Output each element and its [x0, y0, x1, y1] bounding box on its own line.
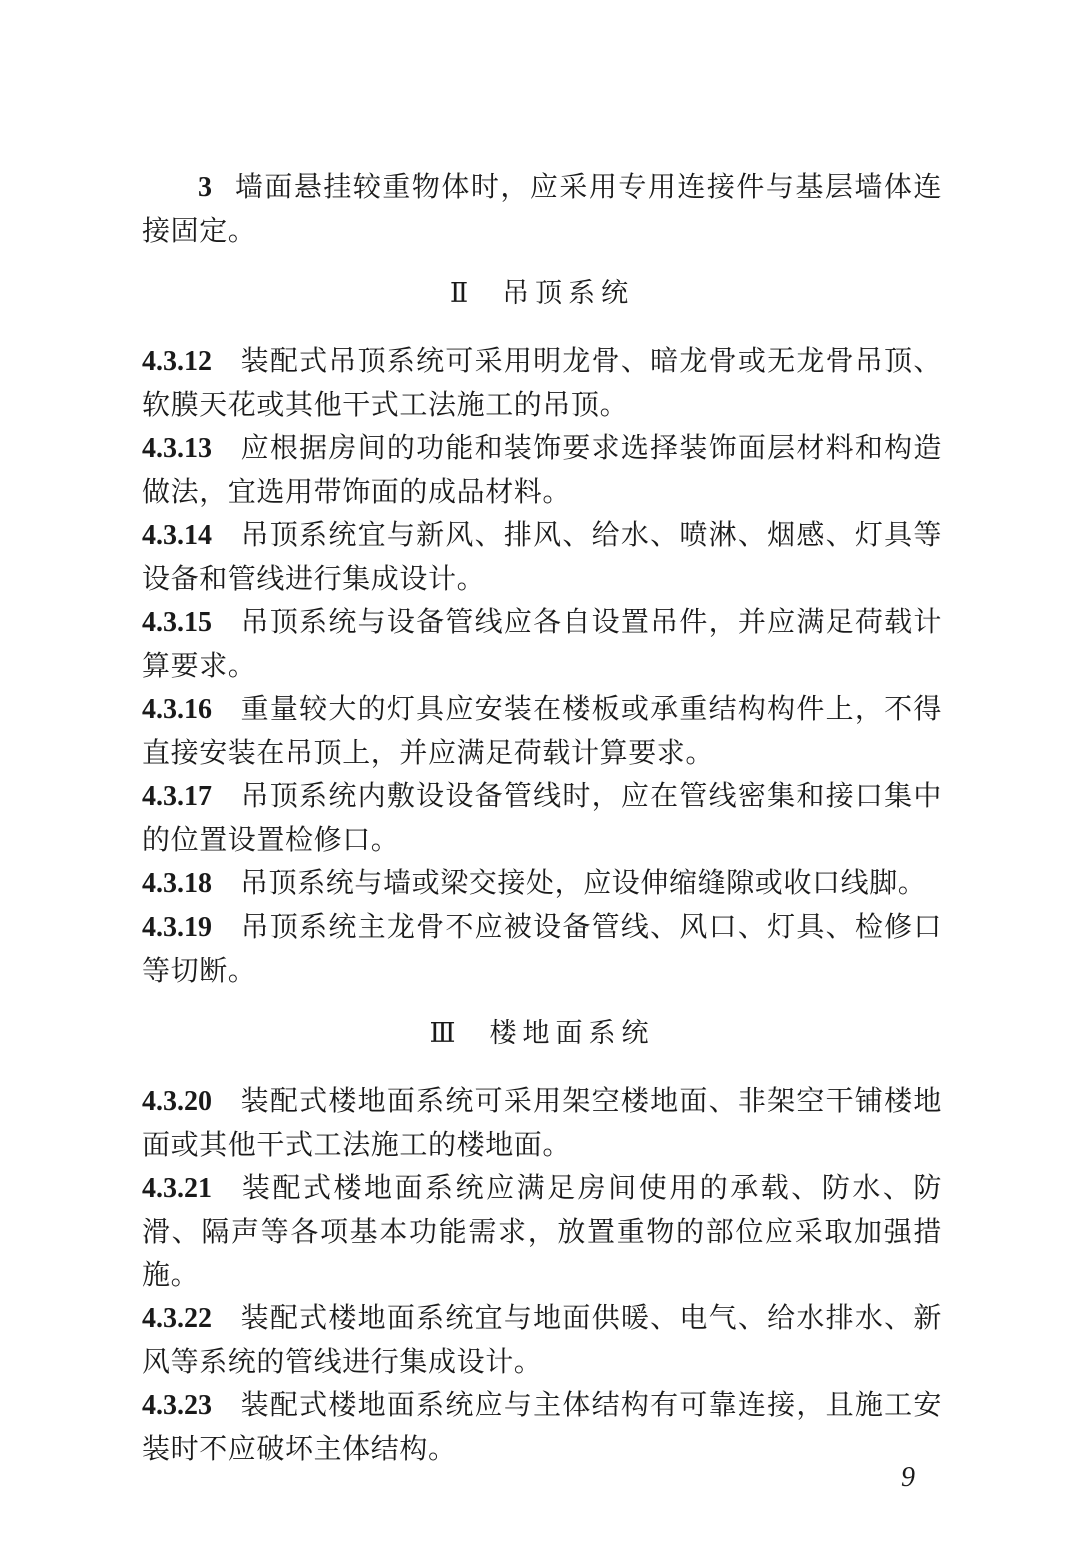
clause-text: 装配式楼地面系统应与主体结构有可靠连接，且施工安装时不应破坏主体结构。: [142, 1388, 942, 1465]
clause-number: 4.3.21: [142, 1173, 212, 1204]
clause-item-4-3-14: [142, 513, 942, 600]
section-roman-numeral: Ⅱ: [449, 278, 469, 309]
clause-number: 3: [198, 172, 212, 203]
clause-item-4-3-23: [142, 1383, 942, 1470]
clause-item-4-3-18: [142, 861, 942, 905]
page-content: [142, 165, 942, 1470]
clause-item-4-3-15: [142, 600, 942, 687]
clause-item-4-3-19: [142, 905, 942, 992]
section-heading-ceiling: [142, 272, 942, 315]
clause-number: 4.3.17: [142, 781, 212, 812]
clause-item-4-3-21: [142, 1166, 942, 1296]
clause-text: 吊顶系统与墙或梁交接处，应设伸缩缝隙或收口线脚。: [240, 866, 927, 899]
clause-text: 装配式楼地面系统宜与地面供暖、电气、给水排水、新风等系统的管线进行集成设计。: [142, 1301, 942, 1378]
clause-number: 4.3.16: [142, 694, 212, 725]
clause-text: 吊顶系统内敷设设备管线时，应在管线密集和接口集中的位置设置检修口。: [142, 779, 942, 856]
clause-number: 4.3.18: [142, 868, 212, 899]
clause-number: 4.3.15: [142, 607, 212, 638]
clause-text: 装配式吊顶系统可采用明龙骨、暗龙骨或无龙骨吊顶、软膜天花或其他干式工法施工的吊顶。: [142, 344, 942, 421]
clause-number: 4.3.19: [142, 912, 212, 943]
clause-item-4-3-22: [142, 1296, 942, 1383]
clause-item-3: [142, 165, 942, 252]
clause-item-4-3-20: [142, 1079, 942, 1166]
clause-text: 吊顶系统与设备管线应各自设置吊件，并应满足荷载计算要求。: [142, 605, 942, 682]
clause-text: 吊顶系统宜与新风、排风、给水、喷淋、烟感、灯具等设备和管线进行集成设计。: [142, 518, 942, 595]
clause-text: 重量较大的灯具应安装在楼板或承重结构构件上，不得直接安装在吊顶上，并应满足荷载计算要求。: [142, 692, 942, 769]
section-roman-numeral: Ⅲ: [429, 1018, 456, 1049]
clause-item-4-3-16: [142, 687, 942, 774]
section-title-text: 楼地面系统: [489, 1018, 655, 1049]
section-title-text: 吊顶系统: [502, 278, 635, 309]
section-heading-floor: [142, 1012, 942, 1055]
page-number: 9: [901, 1462, 915, 1493]
clause-text: 装配式楼地面系统应满足房间使用的承载、防水、防滑、隔声等各项基本功能需求，放置重物的部位应采取加强措施。: [142, 1171, 942, 1291]
clause-number: 4.3.14: [142, 520, 212, 551]
clause-number: 4.3.12: [142, 346, 212, 377]
clause-item-4-3-13: [142, 426, 942, 513]
clause-text: 墙面悬挂较重物体时，应采用专用连接件与基层墙体连接固定。: [142, 170, 942, 247]
clause-text: 吊顶系统主龙骨不应被设备管线、风口、灯具、检修口等切断。: [142, 910, 942, 987]
clause-number: 4.3.22: [142, 1303, 212, 1334]
clause-number: 4.3.23: [142, 1390, 212, 1421]
clause-item-4-3-17: [142, 774, 942, 861]
clause-text: 应根据房间的功能和装饰要求选择装饰面层材料和构造做法，宜选用带饰面的成品材料。: [142, 431, 942, 508]
clause-number: 4.3.20: [142, 1086, 212, 1117]
clause-item-4-3-12: [142, 339, 942, 426]
clause-text: 装配式楼地面系统可采用架空楼地面、非架空干铺楼地面或其他干式工法施工的楼地面。: [142, 1084, 942, 1161]
clause-number: 4.3.13: [142, 433, 212, 464]
